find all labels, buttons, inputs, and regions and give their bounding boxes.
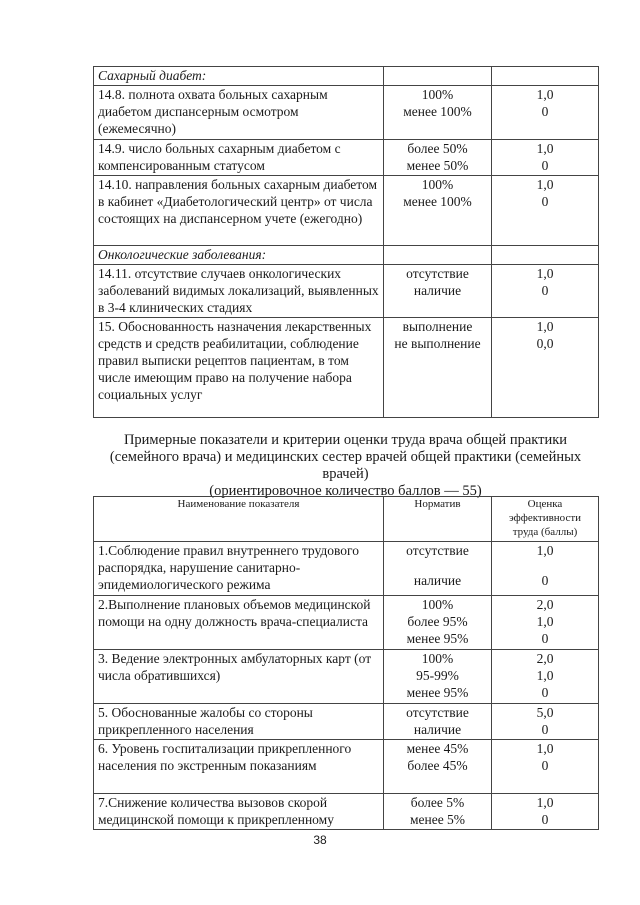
- section-label: Онкологические заболевания:: [94, 246, 384, 265]
- norm-value: менее 45%: [406, 741, 469, 756]
- score-value: 1,0: [536, 266, 554, 281]
- heading-line: (семейного врача) и медицинских сестер врачей общей практики (семейных: [109, 449, 582, 465]
- score-value: 2,0: [536, 597, 554, 612]
- header-score: Оценка эффективности труда (баллы): [492, 497, 599, 542]
- score-value: 1,0: [536, 795, 554, 810]
- norm-value: менее 95%: [406, 631, 469, 646]
- norm-value: выполнение: [402, 319, 473, 334]
- score-value: 1,0: [536, 177, 554, 192]
- score-value: 0: [541, 685, 549, 700]
- norm-value: более 95%: [407, 614, 468, 629]
- indicator-name: 7.Снижение количества вызовов скорой медицинской помощи к прикрепленному: [94, 794, 384, 830]
- indicator-name: 14.8. полнота охвата больных сахарным диабетом диспансерным осмотром (ежемесячно): [94, 86, 384, 140]
- indicator-name: 2.Выполнение плановых объемов медицинской помощи на одну должность врача-специалиста: [94, 596, 384, 650]
- score-value: 1,0: [536, 741, 554, 756]
- norm-value: наличие: [413, 722, 462, 737]
- indicator-name: 14.11. отсутствие случаев онкологических заболеваний видимых локализаций, выявленных в 3-4 клинических стадиях: [94, 265, 384, 318]
- norm-value: 100%: [421, 87, 454, 102]
- table-row: [94, 542, 599, 596]
- table-row: [94, 265, 599, 318]
- norm-value: 100%: [421, 651, 454, 666]
- score-value: 0: [541, 194, 549, 209]
- table-row: [94, 86, 599, 140]
- norm-value: отсутствие: [406, 543, 469, 558]
- norm-value: отсутствие: [406, 266, 469, 281]
- score-value: 1,0: [536, 87, 554, 102]
- norm-value: менее 100%: [403, 104, 472, 119]
- score-value: 0: [541, 104, 549, 119]
- score-value: 0: [541, 812, 549, 827]
- norm-value: 100%: [421, 597, 454, 612]
- norm-value: 100%: [421, 177, 454, 192]
- norm-value: более 5%: [410, 795, 465, 810]
- indicator-name: 1.Соблюдение правил внутреннего трудового распорядка, нарушение санитарно-эпидемиологического режима: [94, 542, 384, 596]
- heading-subtitle: (ориентировочное количество баллов — 55): [209, 483, 482, 499]
- norm-value: более 45%: [407, 758, 468, 773]
- norm-value: менее 5%: [409, 812, 466, 827]
- score-value: 0,0: [536, 336, 554, 351]
- criteria-table-top: [93, 66, 599, 418]
- score-value: 0: [541, 758, 549, 773]
- norm-value: менее 100%: [403, 194, 472, 209]
- score-value: 0: [541, 722, 549, 737]
- norm-value: отсутствие: [406, 705, 469, 720]
- indicator-name: 6. Уровень госпитализации прикрепленного населения по экстренным показаниям: [94, 740, 384, 794]
- table-row: [94, 794, 599, 830]
- section-heading: [93, 432, 598, 500]
- score-value: 1,0: [536, 543, 554, 558]
- norm-value: более 50%: [407, 141, 468, 156]
- score-value: 0: [541, 573, 549, 588]
- score-value: 0: [541, 283, 549, 298]
- table-row: [94, 318, 599, 418]
- section-row: [94, 67, 599, 86]
- score-value: 1,0: [536, 614, 554, 629]
- score-value: 1,0: [536, 141, 554, 156]
- score-value: 5,0: [536, 705, 554, 720]
- page-number: 38: [313, 833, 327, 847]
- heading-line: врачей): [322, 466, 369, 482]
- indicator-name: 5. Обоснованные жалобы со стороны прикрепленного населения: [94, 704, 384, 740]
- table-row: [94, 596, 599, 650]
- norm-value: не выполнение: [394, 336, 481, 351]
- norm-value: менее 50%: [406, 158, 469, 173]
- indicator-name: 14.10. направления больных сахарным диабетом в кабинет «Диабетологический центр» от числа состоящих на диспансерном учете (ежегодно): [94, 176, 384, 246]
- header-row: [94, 497, 599, 542]
- table-row: [94, 704, 599, 740]
- header-name: Наименование показателя: [94, 497, 384, 542]
- table-row: [94, 176, 599, 246]
- norm-value: наличие: [413, 573, 462, 588]
- score-value: 0: [541, 158, 549, 173]
- norm-value: наличие: [413, 283, 462, 298]
- score-value: 0: [541, 631, 549, 646]
- table-row: [94, 140, 599, 176]
- section-row: [94, 246, 599, 265]
- norm-value: 95-99%: [416, 668, 459, 683]
- score-value: 1,0: [536, 319, 554, 334]
- score-value: 1,0: [536, 668, 554, 683]
- norm-value: менее 95%: [406, 685, 469, 700]
- table-row: [94, 740, 599, 794]
- header-norm: Норматив: [384, 497, 492, 542]
- section-label: Сахарный диабет:: [94, 67, 384, 86]
- indicator-name: 3. Ведение электронных амбулаторных карт (от числа обратившихся): [94, 650, 384, 704]
- table-row: [94, 650, 599, 704]
- heading-line: Примерные показатели и критерии оценки труда врача общей практики: [123, 432, 568, 448]
- criteria-table-gp: [93, 496, 599, 830]
- indicator-name: 14.9. число больных сахарным диабетом с компенсированным статусом: [94, 140, 384, 176]
- indicator-name: 15. Обоснованность назначения лекарственных средств и средств реабилитации, соблюдение правил выписки рецептов пациентам, в том числе имеющим право на получение набора социальных услуг: [94, 318, 384, 418]
- score-value: 2,0: [536, 651, 554, 666]
